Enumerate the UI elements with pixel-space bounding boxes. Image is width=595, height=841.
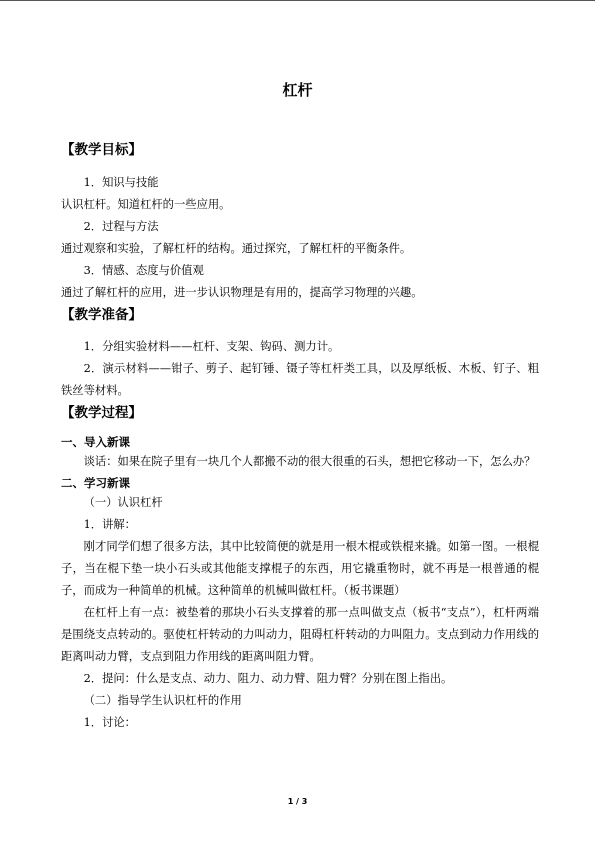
subheading-learn: 二、学习新课 [61, 476, 130, 490]
learn-paragraph-1: 刚才同学们想了很多方法，其中比较简便的就是用一根木棍或铁棍来撬。如第一图。一根棍子，当在棍下垫一块小石头或其他能支撑棍子的东西，用它撬重物时，就不再是一根普通的棍子，而成为一种简单的机械。这种简单的机械叫做杠杆。（板书课题） [61, 540, 539, 597]
goal-item-1: 1．知识与技能 [83, 176, 159, 189]
section-heading-preparation: 【教学准备】 [61, 307, 142, 323]
learn-paragraph-2: 在杠杆上有一点：被垫着的那块小石头支撑着的那一点叫做支点（板书“支点”），杠杆两端是围绕支点转动的。驱使杠杆转动的力叫动力，阻碍杠杆转动的力叫阻力。支点到动力作用线的距离叫动力臂，支点到阻力作用线的距离叫阻力臂。 [61, 606, 539, 663]
section-heading-goals: 【教学目标】 [61, 142, 142, 158]
learn-item-5: 1．讨论： [83, 716, 136, 729]
document-body [61, 140, 539, 734]
page-number: 1 / 3 [287, 797, 308, 806]
section-heading-process: 【教学过程】 [61, 405, 142, 421]
learn-item-3: 2．提问：什么是支点、动力、阻力、动力臂、阻力臂？分别在图上指出。 [83, 672, 453, 685]
subheading-intro: 一、导入新课 [61, 435, 130, 449]
goal-item-1-text: 认识杠杆。知道杠杆的一些应用。 [61, 198, 231, 211]
prep-item-1: 1．分组实验材料——杠杆、支架、钩码、测力计。 [83, 340, 340, 353]
learn-item-1: （一）认识杠杆 [83, 496, 163, 509]
learn-item-4: （二）指导学生认识杠杆的作用 [83, 694, 242, 707]
goal-item-2: 2．过程与方法 [83, 220, 159, 233]
goal-item-3-text: 通过了解杠杆的应用，进一步认识物理是有用的，提高学习物理的兴趣。 [61, 286, 423, 299]
goal-item-3: 3．情感、态度与价值观 [83, 264, 204, 277]
intro-text: 谈话：如果在院子里有一块几个人都搬不动的很大很重的石头，想把它移动一下，怎么办？ [83, 455, 536, 468]
learn-item-2: 1．讲解： [83, 518, 136, 531]
goal-item-2-text: 通过观察和实验，了解杠杆的结构。通过探究，了解杠杆的平衡条件。 [61, 242, 412, 255]
header-rule [0, 0, 595, 1]
prep-item-2: 2．演示材料——钳子、剪子、起钉锤、镊子等杠杆类工具，以及厚纸板、木板、钉子、粗铁丝等材料。 [61, 362, 539, 397]
page-title: 杠杆 [282, 81, 313, 99]
